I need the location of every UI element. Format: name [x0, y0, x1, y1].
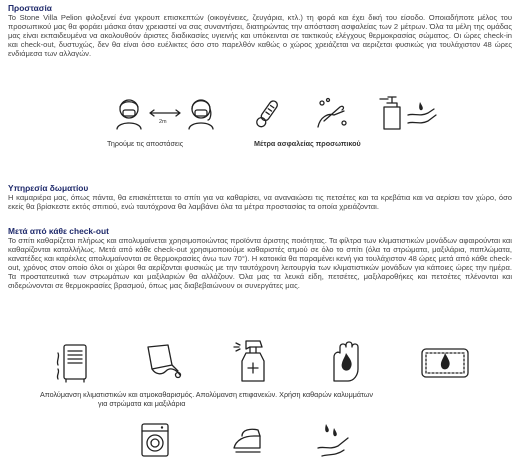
thermometer-icon [250, 97, 284, 131]
cleaning-caption-line1: Απολύμανση κλιματιστικών και ατμοκαθαρισμός. Απολύμανση επιφανειών. Χρήση καθαρών καλυμμάτων [40, 390, 373, 399]
after-checkout-title: Μετά από κάθε check-out [8, 226, 109, 236]
clean-gloves-icon [326, 339, 366, 383]
room-service-section [8, 183, 512, 211]
after-checkout-text: Το σπίτι καθαρίζεται πλήρως και απολυμαίνεται χρησιμοποιώντας προϊόντα άριστης ποιότητας. Τα φίλτρα των κλιματιστικών μονάδων αφαιρούνται και καθαρίζονται καταλλήλως. Μετά από κάθε check-out χρησιμοποιούμε καθαριστές ατμού σε όλο το σπίτι (όλα τα στρώματα, μαξιλάρια, παπλώματα, κανατέδες και καρέκλες απολυμαίνονται σε θερμοκρασίες άνω των 70°). Η κατοικία θα παραμένει κενή για τουλάχιστον 48 ώρες μετά από κάθε check-out, χρόνος στον οποίο όλοι οι χώροι θα αερίζονται φυσικώς με την ταυτόχρονη λειτουργία των κλιματιστικών μονάδων για κάποιες ώρες την ημέρα. Τα προστατευτικά των στρωμάτων και μαξιλαριών θα αλλάζουν. Όλα μας τα λευκά είδη, πετσέτες, μαξιλαροθήκες και πετσέτες πλένονται και σιδερώνονται σε θερμοκρασίες βρασμού, όπως μας διαβεβαιώνουν οι συνεργάτες μας. [8, 236, 512, 291]
sanitizer-hands-icon [316, 422, 352, 458]
distance-label: 2m [159, 119, 167, 125]
face-mask-person-icon [112, 96, 146, 130]
steam-cleaner-icon [142, 341, 184, 383]
mattress-cover-icon [420, 343, 470, 383]
washing-machine-icon [140, 422, 170, 458]
soap-dispenser-icon [378, 95, 404, 131]
protection-title: Προστασία [8, 3, 52, 13]
protection-text: Το Stone Villa Pelion φιλοξενεί ένα γκρουπ επισκεπτών (οικογένειες, ζευγάρια, κτλ.) τη φορά και έχει δική του είσοδο. Οποιαδήποτε μέλος του προσωπικού μας θα φοράει μάσκα όταν χρειαστεί να σας συναντήσει, διατηρώντας την απόσταση ασφαλείας των 2 μέτρων. Όλα τα μέλη της ομάδας μας είναι εκπαιδευμένα να ακολουθούν άριστες διαδικασίες υγιεινής και υπόκεινται σε τακτικούς ελέγχους θερμοκρασίας σώματος. Οι ώρες check-in και check-out, δυστυχώς, δεν θα είναι όσο ευέλικτες όσο στο παρελθόν καθώς ο χώρος χρειάζεται να αεριζεται φυσικώς για τουλάχιστον 48 ώρες ενδιάμεσα των αλλαγών. [8, 13, 512, 59]
hand-wash-icon [314, 97, 350, 131]
after-checkout-section [8, 226, 512, 291]
protection-section [8, 3, 512, 58]
caption-keep-distance: Τηρούμε τις αποστάσεις [107, 139, 184, 148]
disinfectant-spray-icon [232, 339, 268, 383]
face-mask-person-icon [184, 96, 218, 130]
room-service-text: Η καμαριέρα μας, όπως πάντα, θα επισκέπτεται το σπίτι για να καθαρίσει, να αναναιώσει τις πετσέτες και τα κρεβάτια και να αερίσει τον χώρο, όσο εκείς θα βρίσκεστε εκτός σπιτιού, ενώ ταυτόχρονα θα λαμβάνει όλα τα μέτρα προστασίας τα οποία χρειάζονται. [8, 193, 512, 212]
iron-icon [230, 426, 264, 456]
cleaning-caption-line2: για στρώματα και μαξιλάρια [98, 399, 186, 408]
hand-sanitize-icon [406, 99, 438, 129]
air-conditioner-icon [54, 343, 94, 383]
caption-staff-safety: Μέτρα ασφαλείας προσωπικού [254, 139, 361, 148]
room-service-title: Υπηρεσία δωματίου [8, 183, 89, 193]
